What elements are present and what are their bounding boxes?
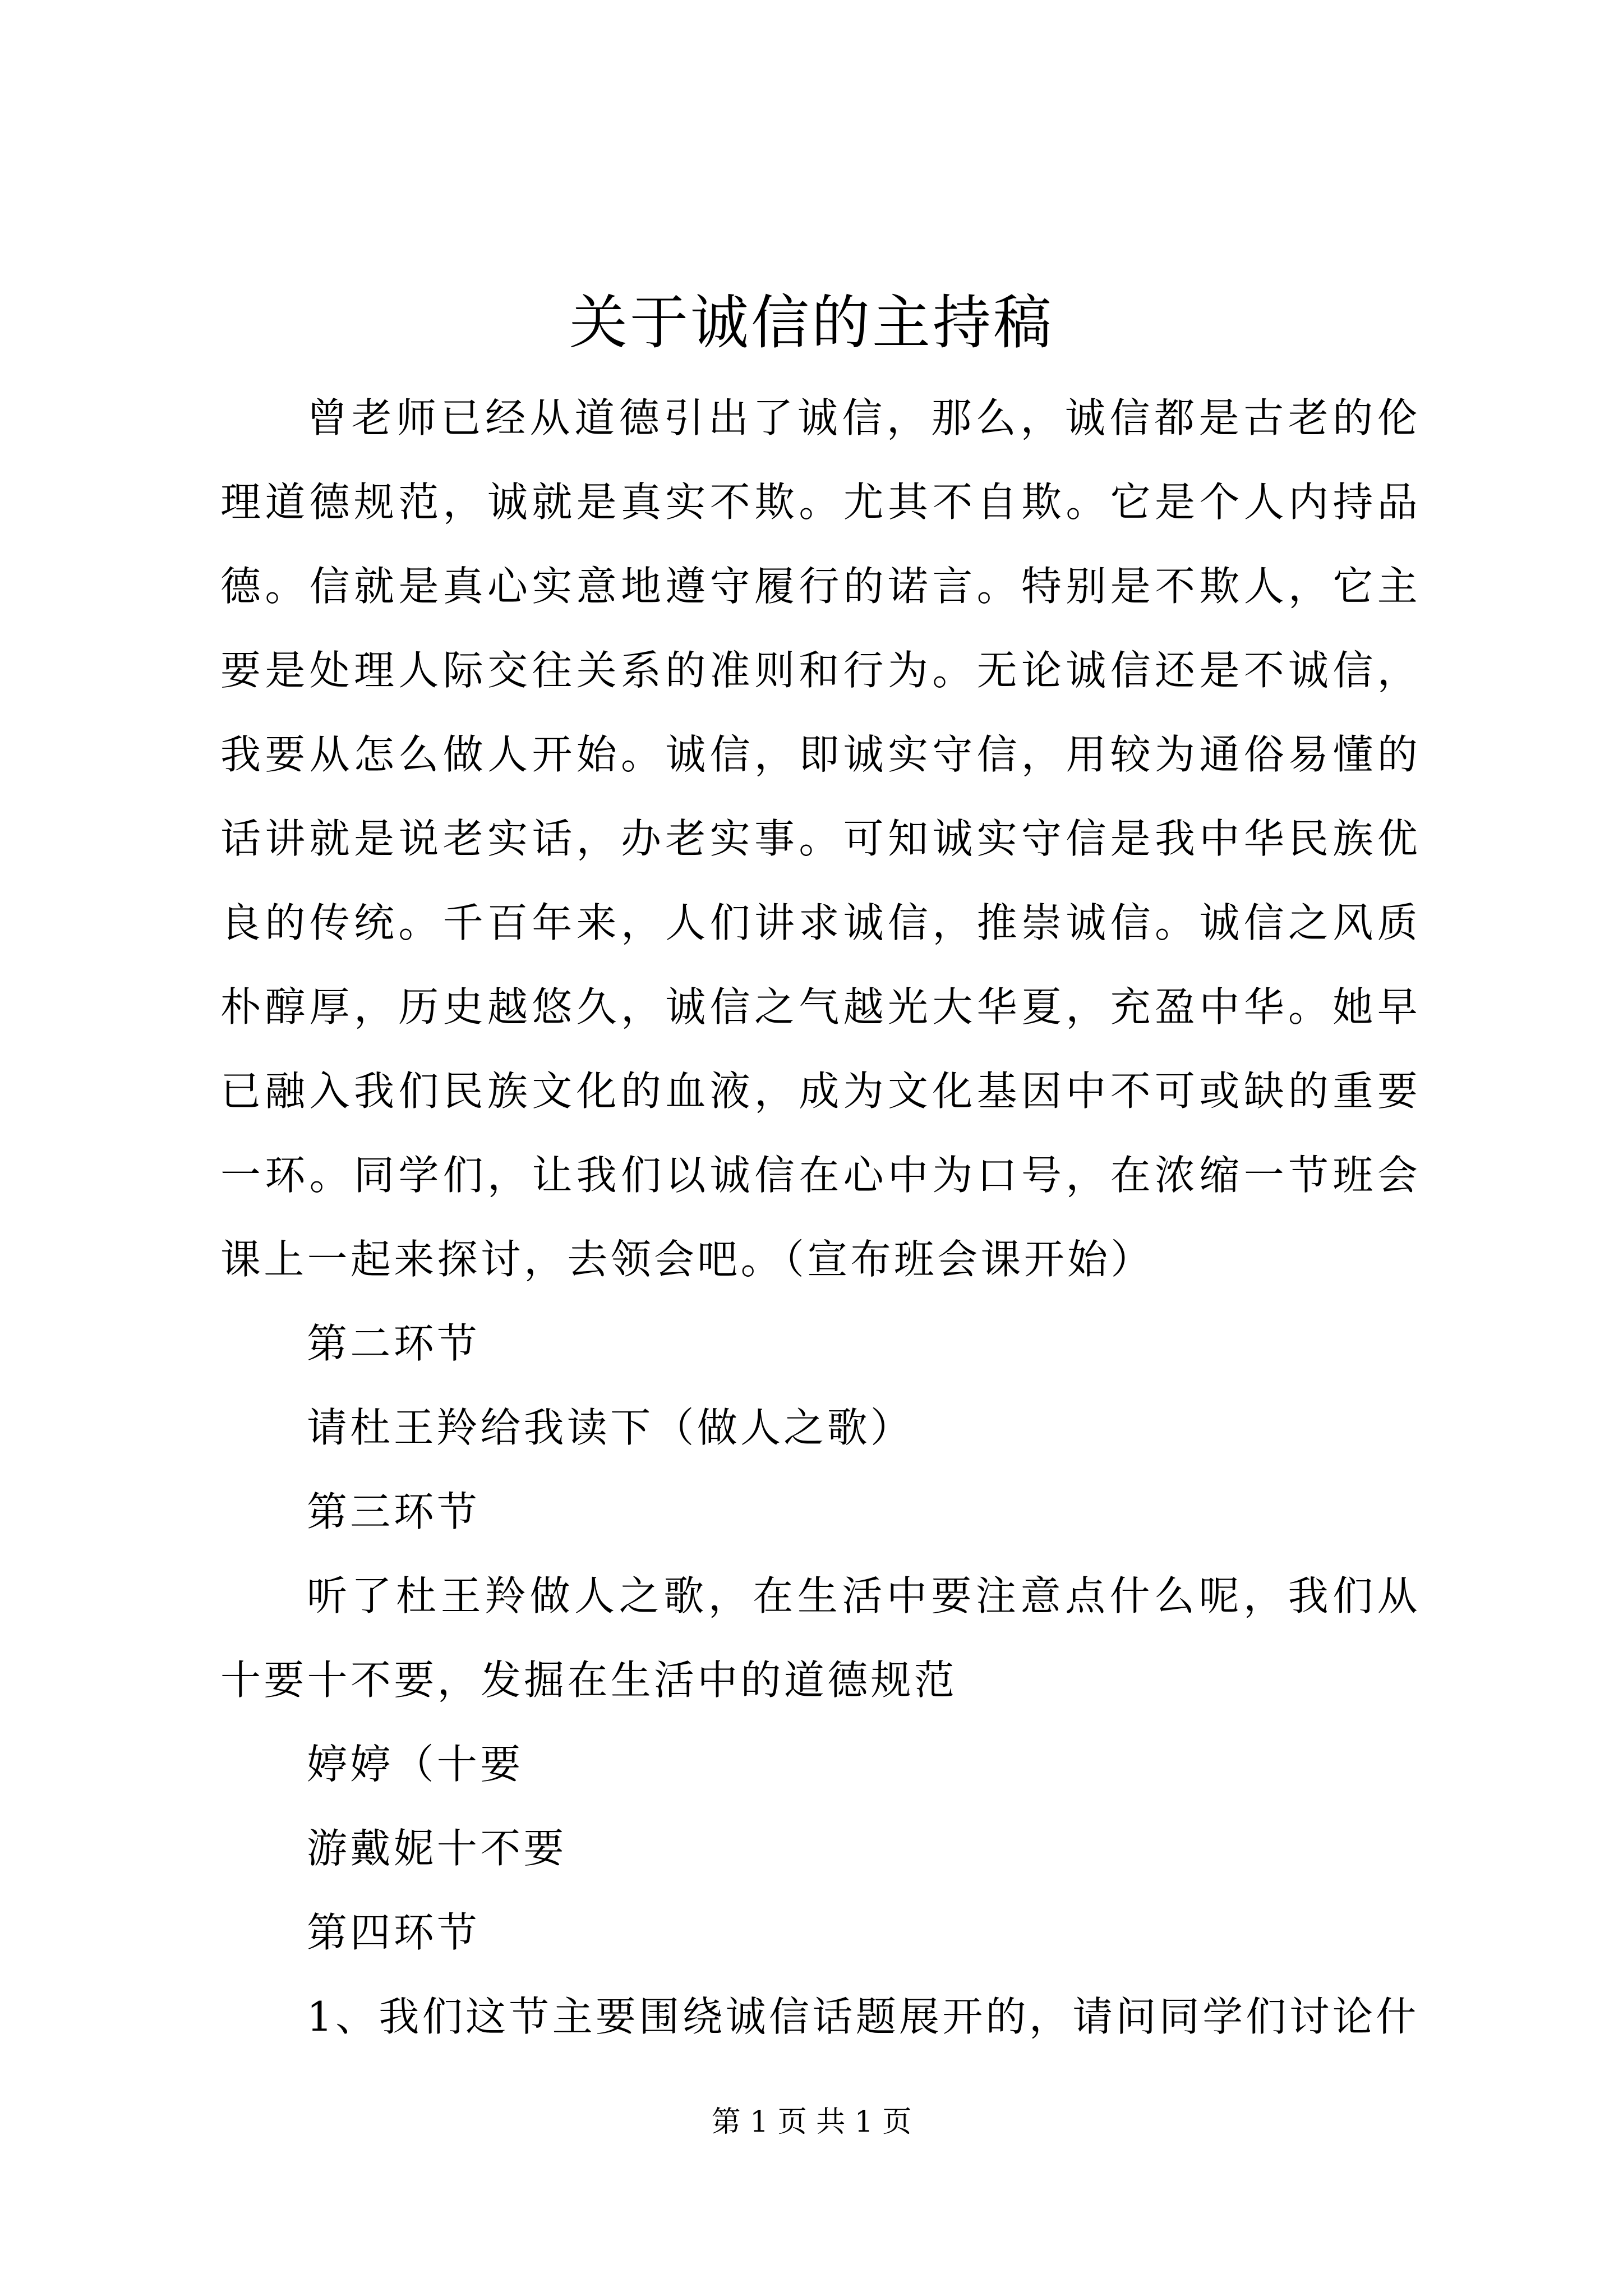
paragraph-section-4-heading: 第四环节 [307, 1909, 481, 1956]
paragraph-section-4-item-1: 1、我们这节主要围绕诚信话题展开的，请问同学们讨论什 [307, 1993, 1419, 2040]
paragraph-section-3-heading: 第三环节 [307, 1488, 481, 1535]
paragraph-intro: 曾老师已经从道德引出了诚信，那么，诚信都是古老的伦理道德规范，诚就是真实不欺。尤其不自欺。它是个人内持品德。信就是真心实意地遵守履行的诺言。特别是不欺人，它主要是处理人际交往关系的准则和行为。无论诚信还是不诚信，我要从怎么做人开始。诚信，即诚实守信，用较为通俗易懂的话讲就是说老实话，办老实事。可知诚实守信是我中华民族优良的传统。千百年来，人们讲求诚信，推崇诚信。诚信之风质朴醇厚，历史越悠久，诚信之气越光大华夏，充盈中华。她早已融入我们民族文化的血液，成为文化基因中不可或缺的重要一环。同学们，让我们以诚信在心中为口号，在浓缩一节班会课上一起来探讨，去领会吧。（宣布班会课开始） [220, 394, 1421, 1283]
paragraph-ten-dos: 婷婷（十要 [307, 1741, 524, 1788]
paragraph-section-2-heading: 第二环节 [307, 1320, 481, 1367]
document-body [220, 376, 1421, 2059]
paragraph-ten-donts: 游戴妮十不要 [307, 1825, 567, 1872]
paragraph-section-3-content: 听了杜王羚做人之歌，在生活中要注意点什么呢，我们从十要十不要，发掘在生活中的道德规范 [220, 1572, 1421, 1704]
paragraph-section-2-content: 请杜王羚给我读下（做人之歌） [307, 1404, 914, 1451]
page-number-footer: 第 1 页 共 1 页 [711, 2105, 912, 2139]
document-title: 关于诚信的主持稿 [569, 288, 1054, 357]
